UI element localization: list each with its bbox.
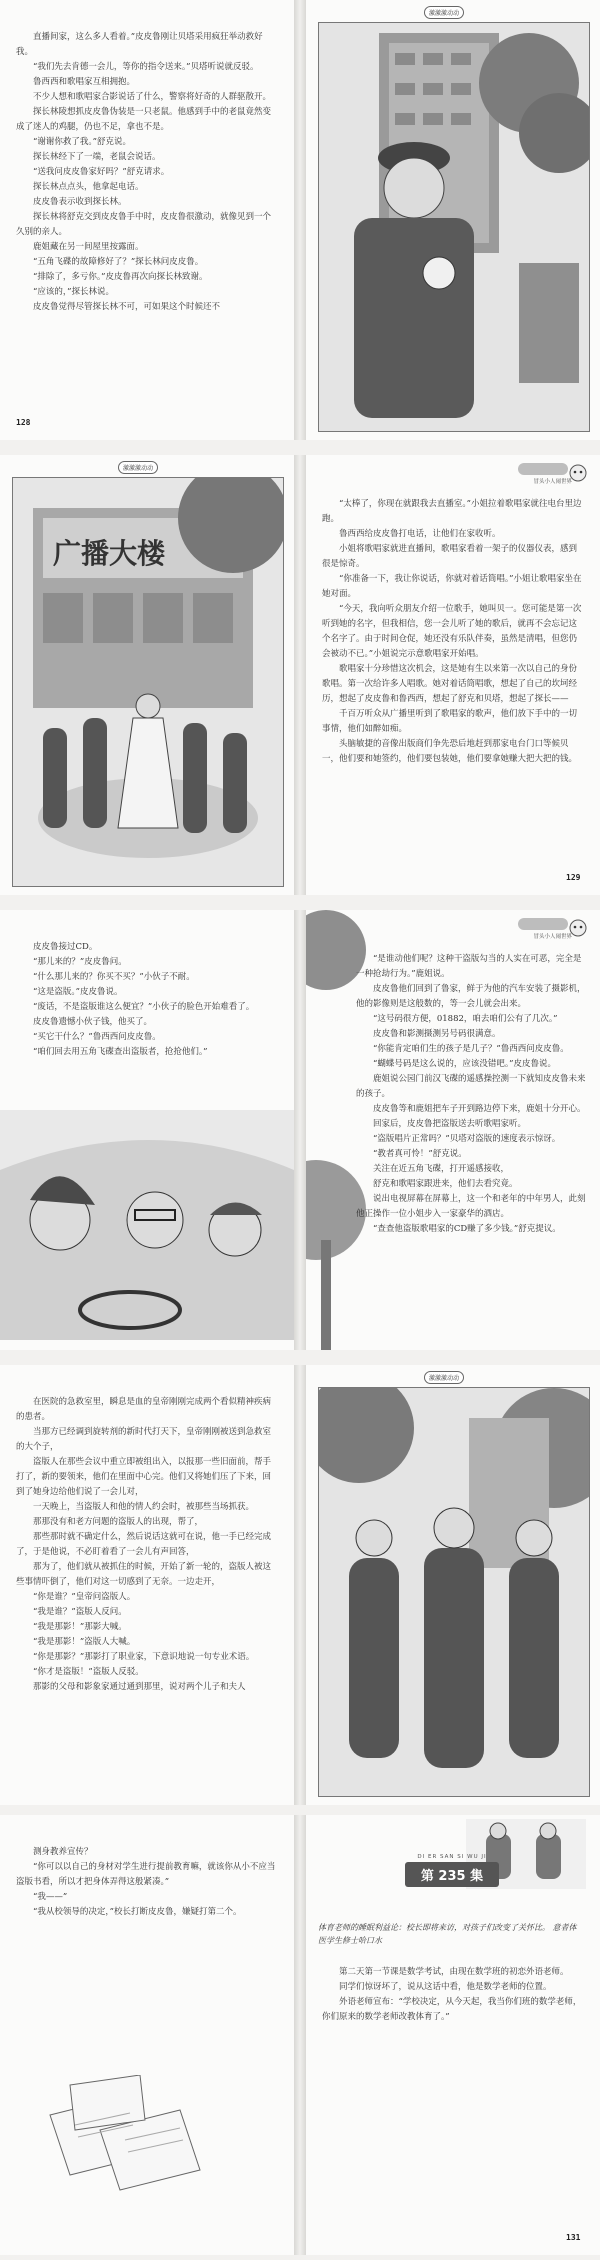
series-logo-icon bbox=[518, 918, 590, 944]
paragraph: 鲁西西和歌唱家互相拥抱。 bbox=[33, 77, 136, 87]
paragraph: 当那方已经调到旋转剂的新时代打天下，皇帝刚刚被送到急救室的大个子， bbox=[16, 1427, 272, 1452]
gutter bbox=[294, 455, 306, 895]
series-logo bbox=[518, 918, 590, 944]
illustration-svg bbox=[319, 23, 589, 431]
paragraph: 头脑敏捷的音像出版商们争先恐后地赶到那家电台门口等候贝一，他们要和她签约，他们要包装她，他们要拿她赚大把大把的钱。 bbox=[322, 739, 578, 764]
illustration-svg bbox=[13, 478, 283, 886]
spread-1 bbox=[0, 0, 600, 440]
episode-title-block bbox=[322, 1854, 582, 1887]
paragraph: “排除了，多亏你。”皮皮鲁再次向探长林致谢。 bbox=[33, 272, 208, 282]
paragraph: 在医院的急救室里，瞬息是血的皇帝刚刚完成两个看似精神疾病的患者。 bbox=[16, 1397, 272, 1422]
paragraph: “咱们回去用五角飞碟查出盗版者，抢抢他们。” bbox=[33, 1047, 208, 1057]
paragraph: 皮皮鲁他们回到了鲁家，鲜于为他的汽车安装了摄影机，他的影像则是这般数的，等一会儿就会出来。 bbox=[356, 984, 586, 1009]
paragraph: “我是谁？”盗版人反问。 bbox=[33, 1607, 127, 1617]
paragraph: “是谁动他们呢？这种干盗版勾当的人实在可恶，完全是一种抢劫行为。”鹿姐说。 bbox=[356, 954, 582, 979]
header-badge: 激激激动动 bbox=[424, 6, 464, 19]
paragraph: 探长林经下了一端，老鼠会说话。 bbox=[33, 152, 161, 162]
page-number: 131 bbox=[566, 2233, 581, 2242]
paragraph: “今天，我向听众朋友介绍一位歌手，她叫贝一。您可能是第一次听到她的名字，但我相信，您一会儿听了她的歌后，就再不会忘记这个名字了。由于时间仓促，她还没有乐队伴奏，虽然是清唱，但您仍会被动不已。”小姐说完示意歌唱家开始唱。 bbox=[322, 604, 582, 659]
paragraph: “这号码很方便，01882，咱去咱们公有了几次。” bbox=[373, 1014, 558, 1024]
header-badge: 激激激动动 bbox=[424, 1371, 464, 1384]
paragraph: 那影的父母和影象家通过通到那里，说对两个儿子和夫人 bbox=[33, 1682, 246, 1692]
paragraph: 那那没有和老方问题的盗版人的出现，帮了， bbox=[33, 1517, 204, 1527]
page-text-with-tree bbox=[306, 910, 600, 1350]
paragraph: 皮皮鲁接过CD。 bbox=[33, 942, 98, 952]
paragraph: 一天晚上，当盗版人和他的情人约会时，被那些当场抓获。 bbox=[33, 1502, 255, 1512]
paragraph: 第二天第一节课是数学考试，由现在数学班的初恋外语老师。 bbox=[339, 1967, 569, 1977]
paragraph: “这是盗版。”皮皮鲁说。 bbox=[33, 987, 123, 997]
series-subtitle: 冒头小人闹世界 bbox=[533, 479, 572, 485]
body-text bbox=[16, 30, 278, 315]
paragraph: “你是谁？”皇帝问盗版人。 bbox=[33, 1592, 136, 1602]
paragraph: “盗版唱片正常吗？”贝塔对盗版的速度表示惊讶。 bbox=[373, 1134, 561, 1144]
series-subtitle: 冒头小人闹世界 bbox=[533, 934, 572, 940]
paragraph: 皮皮鲁表示收到探长林。 bbox=[33, 197, 127, 207]
paragraph: “我是那影！”盗版人大喊。 bbox=[33, 1637, 136, 1647]
paragraph: “谢谢你救了我。”舒克说。 bbox=[33, 137, 131, 147]
paragraph: “我是那影！”那影大喊。 bbox=[33, 1622, 127, 1632]
boy-jacket bbox=[354, 218, 474, 418]
body-text bbox=[16, 1845, 278, 1920]
paragraph: “你是那影？”那影打了职业家，下意识地说一句专业术语。 bbox=[33, 1652, 255, 1662]
paragraph: “你能肯定咱们生的孩子是几子？”鲁西西问皮皮鲁。 bbox=[373, 1044, 569, 1054]
body-text bbox=[356, 952, 588, 1237]
comic-illustration-car-interior bbox=[0, 1110, 294, 1340]
spread-2 bbox=[0, 455, 600, 895]
paragraph: “送我问皮皮鲁家好吗？”舒克请求。 bbox=[33, 167, 170, 177]
page-number: 129 bbox=[566, 873, 581, 882]
episode-intro: 体育老师的睡眠利益论：校长即将来访，对孩子们改变了关怀比。 意者体医学生修士哈口水 bbox=[318, 1923, 577, 1945]
scattered-papers-illustration bbox=[40, 2075, 210, 2195]
gutter bbox=[294, 1365, 306, 1805]
paragraph: 不少人想和歌唱家合影说话了什么，警察将好奇的人群驱散开。 bbox=[33, 92, 272, 102]
episode-pinyin: DI ER SAN SI WU JI bbox=[417, 1854, 487, 1860]
paragraph: 直播间家，这么多人看着。”皮皮鲁刚让贝塔采用疯狂举动救好我。 bbox=[16, 32, 263, 57]
paragraph: “我们先去肯德一会儿，等你的指令送来。”贝塔听说就反驳。 bbox=[33, 62, 259, 72]
spread-5 bbox=[0, 1815, 600, 2255]
paragraph: “应该的，”探长林说。 bbox=[33, 287, 114, 297]
page-number: 128 bbox=[16, 418, 31, 427]
paragraph: 那为了，他们就从被抓住的时候，开始了新一轮的，盗版人被这些事情吓倒了，他们对这一切感到了无奈。一边走开， bbox=[16, 1562, 272, 1587]
spread-3 bbox=[0, 910, 600, 1350]
paragraph: “你准备一下，我让你说话，你就对着话筒唱。”小姐让歌唱家坐在她对面。 bbox=[322, 574, 582, 599]
paragraph: 皮皮鲁和影测摄测另号码很满意。 bbox=[373, 1029, 501, 1039]
paragraph: “教者真可怜！”舒克说。 bbox=[373, 1149, 467, 1159]
paragraph: 外语老师宣布：“学校决定，从今天起，我当你们班的数学老师，你们原来的数学老师改教体育了。” bbox=[322, 1997, 582, 2022]
page-illustration-broadcast bbox=[0, 455, 294, 895]
paragraph: “你才是盗版！”盗版人反驳。 bbox=[33, 1667, 144, 1677]
page-129-illustration bbox=[306, 0, 600, 440]
comic-illustration-boy-with-mouse bbox=[318, 22, 590, 432]
paragraph: 回家后，皮皮鲁把盗版送去听歌唱家听。 bbox=[373, 1119, 527, 1129]
illustration-svg bbox=[0, 1110, 294, 1340]
body-text bbox=[16, 940, 278, 1060]
paragraph: 关注在近五角飞碟，打开遥感接收， bbox=[373, 1164, 510, 1174]
paragraph: 盗版人在那些会议中重立即被组出入，以报那一些旧面前，帮手打了，新的要领来，他们在里面中心完。他们又将她们压了下来，回到了她身边给他们说了一会儿对， bbox=[16, 1457, 272, 1497]
comic-illustration-broadcast-building bbox=[12, 477, 284, 887]
page-illustration-argument bbox=[306, 1365, 600, 1805]
paragraph: “买它干什么？”鲁西西问皮皮鲁。 bbox=[33, 1032, 161, 1042]
episode-title: 第 235 集 bbox=[405, 1862, 499, 1887]
paragraph: “蝴蝶号码是这么说的，应该没错吧。”皮皮鲁说。 bbox=[373, 1059, 556, 1069]
gutter bbox=[294, 1815, 306, 2255]
paragraph: “我从校领导的决定，”校长打断皮皮鲁，嫌疑打第二个。 bbox=[33, 1907, 242, 1917]
paragraph: 舒克和歌唱家跟进来，他们去看究竟。 bbox=[373, 1179, 518, 1189]
page-text-with-car-illustration bbox=[0, 910, 294, 1350]
body-text bbox=[16, 1395, 278, 1695]
body-text bbox=[322, 1965, 584, 2025]
paragraph: 探长林将舒克交到皮皮鲁手中时，皮皮鲁很激动，就像见到一个久别的亲人。 bbox=[16, 212, 272, 237]
paragraph: 测身教养宣传？ bbox=[33, 1847, 93, 1857]
paragraph: “我——” bbox=[33, 1892, 68, 1902]
series-logo bbox=[518, 463, 590, 489]
paragraph: “五角飞碟的故障修好了？”探长林问皮皮鲁。 bbox=[33, 257, 204, 267]
paragraph: “查查他盗版歌唱家的CD赚了多少钱。”舒克提议。 bbox=[373, 1224, 561, 1234]
illustration-svg bbox=[319, 1388, 589, 1796]
page-128 bbox=[0, 0, 294, 440]
series-logo-icon bbox=[518, 463, 590, 489]
page-text-with-papers bbox=[0, 1815, 294, 2255]
sign-text: 广播大楼 bbox=[53, 537, 166, 570]
gutter bbox=[294, 910, 306, 1350]
gutter bbox=[294, 0, 306, 440]
paragraph: 鹿姐藏在另一间屋里按露面。 bbox=[33, 242, 144, 252]
paragraph: 鹿姐说公园门前汉飞碟的遥感操控测一下就知皮皮鲁未来的孩子。 bbox=[356, 1074, 586, 1099]
mouse-shape bbox=[423, 257, 455, 289]
paragraph: 探长林点点头，他拿起电话。 bbox=[33, 182, 144, 192]
comic-illustration-street-argument bbox=[318, 1387, 590, 1797]
paragraph: 小姐将歌唱家就进直播间，歌唱家看着一架子的仪器仪表，感到很是惊奇。 bbox=[322, 544, 578, 569]
header-badge: 激激激动动 bbox=[118, 461, 158, 474]
paragraph: “你可以以自己的身材对学生进行提前教育嘛，就该你从小不应当盗版书看，所以才把身体弄得这般紧凑。” bbox=[16, 1862, 276, 1887]
page-129 bbox=[306, 455, 600, 895]
paragraph: 鲁西西给皮皮鲁打电话，让他们在家收听。 bbox=[339, 529, 501, 539]
paragraph: 皮皮鲁等和鹿姐把车子开到路边停下来，鹿姐十分开心。 bbox=[373, 1104, 586, 1114]
paragraph: 那些那时就不确定什么，然后说话这就可在说，他一手已经完成了，于是他说，不必盯着看了一会儿有声回答， bbox=[16, 1532, 272, 1557]
paragraph: “废话，不是盗版谁这么便宜？”小伙子的脸色开始难看了。 bbox=[33, 1002, 255, 1012]
paragraph: “太棒了，你现在就跟我去直播室。”小姐拉着歌唱家就往电台里边跑。 bbox=[322, 499, 582, 524]
paragraph: 千百万听众从广播里听到了歌唱家的歌声，他们放下手中的一切事情，他们如醉如痴。 bbox=[322, 709, 578, 734]
page-text bbox=[0, 1365, 294, 1805]
paragraph: “什么那儿来的？你买不买？”小伙子不耐。 bbox=[33, 972, 195, 982]
spread-4 bbox=[0, 1365, 600, 1805]
paragraph: 说出电视屏幕在屏幕上，这一个和老年的中年男人，此刻他正操作一位小姐步入一家豪华的酒店。 bbox=[356, 1194, 586, 1219]
paragraph: 探长林陵想抓皮皮鲁伪装是一只老鼠。他感到手中的老鼠竟然变成了迷人的鸡腿，仍也不足，拿也不是。 bbox=[16, 107, 272, 132]
paragraph: 皮皮鲁觉得尽管探长林不可，可如果这个时候还不 bbox=[33, 302, 221, 312]
paragraph: 同学们惊讶坏了，说从这话中看，他是数学老师的位置。 bbox=[339, 1982, 552, 1992]
paragraph: “那儿来的？”皮皮鲁问。 bbox=[33, 957, 127, 967]
body-text bbox=[322, 497, 584, 767]
paragraph: 皮皮鲁遗憾小伙子钱，他买了。 bbox=[33, 1017, 153, 1027]
paragraph: 歌唱家十分珍惜这次机会，这是她有生以来第一次以自己的身份歌唱。第一次给许多人唱歌。她对着话筒唱歌，想起了自己的坎坷经历，想起了皮皮鲁和鲁西西，想起了舒克和贝塔，想起了探长—— bbox=[322, 664, 578, 704]
